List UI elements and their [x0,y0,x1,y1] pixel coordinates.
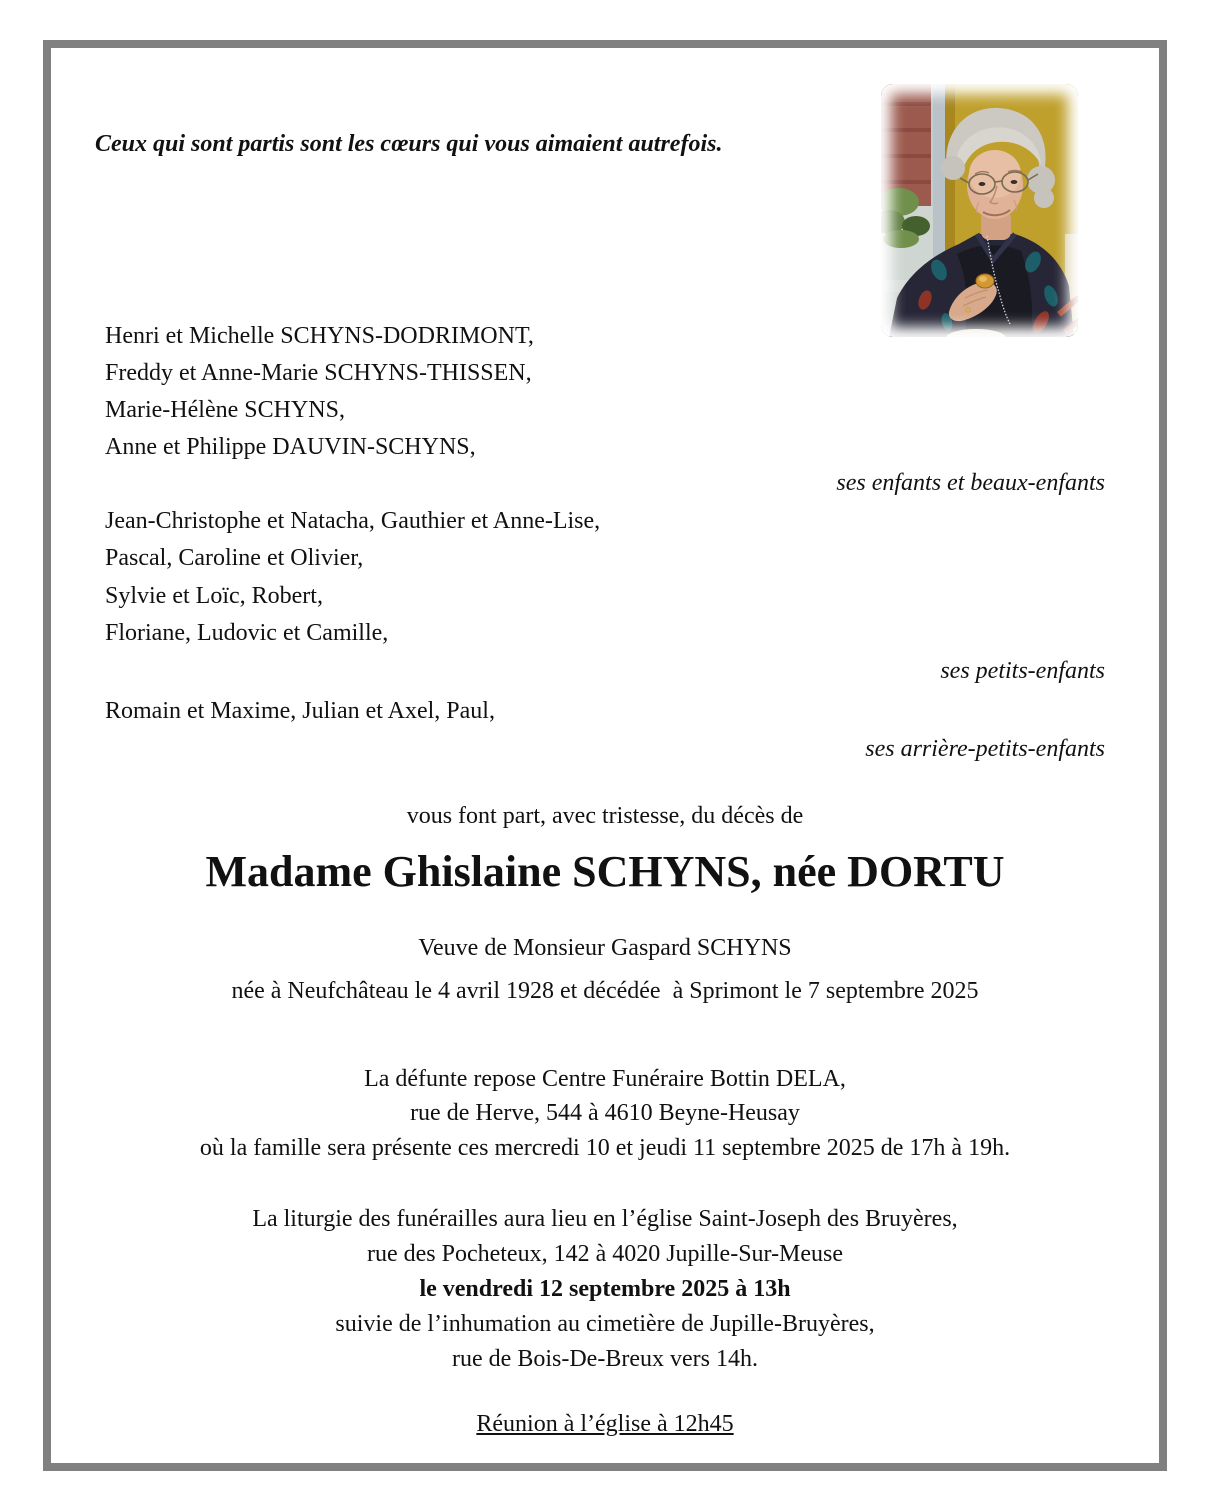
announcement-line: vous font part, avec tristesse, du décès de [406,803,804,829]
widow-line: Veuve de Monsieur Gaspard SCHYNS [418,935,792,961]
family-line: Sylvie et Loïc, Robert, [105,583,323,609]
portrait-illustration [881,84,1078,337]
repose-address-line: rue de Herve, 544 à 4610 Beyne-Heusay [410,1100,800,1126]
relation-label-grandchildren: ses petits-enfants [940,658,1105,684]
deceased-name-title: Madame Ghislaine SCHYNS, née DORTU [205,847,1005,896]
visitation-line: où la famille sera présente ces mercredi 10 et jeudi 11 septembre 2025 de 17h à 19h. [199,1135,1011,1161]
cemetery-address-line: rue de Bois-De-Breux vers 14h. [452,1346,758,1372]
family-line: Romain et Maxime, Julian et Axel, Paul, [105,698,495,724]
family-line: Anne et Philippe DAUVIN-SCHYNS, [105,434,476,460]
birth-death-line: née à Neufchâteau le 4 avril 1928 et décédée à Sprimont le 7 septembre 2025 [231,978,979,1004]
family-line: Marie-Hélène SCHYNS, [105,397,345,423]
family-line: Henri et Michelle SCHYNS-DODRIMONT, [105,323,534,349]
burial-line: suivie de l’inhumation au cimetière de Jupille-Bruyères, [335,1311,875,1337]
reunion-line: Réunion à l’église à 12h45 [476,1411,734,1437]
repose-line: La défunte repose Centre Funéraire Bottin DELA, [364,1066,846,1092]
memorial-quote: Ceux qui sont partis sont les cœurs qui vous aimaient autrefois. [95,131,723,157]
relation-label-children: ses enfants et beaux-enfants [836,470,1105,496]
church-address-line: rue des Pocheteux, 142 à 4020 Jupille-Sur-Meuse [366,1241,844,1267]
funeral-liturgy-line: La liturgie des funérailles aura lieu en l’église Saint-Joseph des Bruyères, [252,1206,958,1232]
family-line: Jean-Christophe et Natacha, Gauthier et Anne-Lise, [105,508,601,534]
family-line: Pascal, Caroline et Olivier, [105,545,364,571]
funeral-date-line: le vendredi 12 septembre 2025 à 13h [419,1276,791,1302]
border-frame [43,40,1167,1471]
family-line: Freddy et Anne-Marie SCHYNS-THISSEN, [105,360,532,386]
family-line: Floriane, Ludovic et Camille, [105,620,389,646]
portrait-photo [881,84,1078,337]
relation-label-great-grandchildren: ses arrière-petits-enfants [865,736,1105,762]
